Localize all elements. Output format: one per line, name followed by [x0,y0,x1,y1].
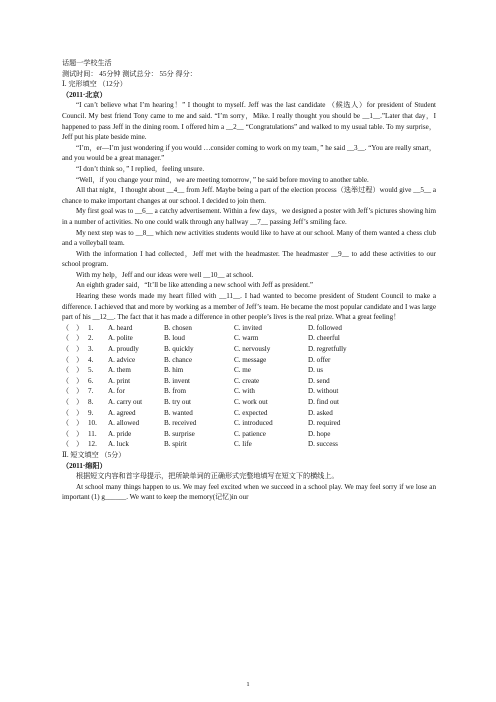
answer-paren: （ ） [62,419,84,428]
option-d: D. cheerful [308,334,340,343]
passage-paragraph: “I can’t believe what I’m hearing！” I thought to myself. Jeff was the last candidate （候选人）for president of Student Council. My best friend Tony came to me and said. “I’m sorry，Mike. I really thought you should be __1__.”Later that day，I happened to pass Jeff in the dining room. I offered him a __2__ “Congratulations” and walked to my usual table. To my surprise，Jeff put his plate beside mine. [62,101,436,142]
option-row [62,355,436,366]
answer-paren: （ ） [62,398,84,406]
passage-paragraph: “I don’t think so，” I replied，feeling unsure. [76,164,205,173]
document-title: 话题一学校生活 [62,59,112,67]
passage-paragraph: My first goal was to __6__ a catchy advertisement. Within a few days，we designed a poster with Jeff’s pictures showing him in a number of activities. No one could walk through any hallway __7__ passing Jeff’s smiling face. [62,207,436,226]
section1-title: Ⅰ. 完形填空 （12分） [62,80,127,89]
option-c: C. with [234,387,255,396]
cloze-options [62,323,436,450]
section2-paragraph: At school many things happen to us. We may feel excited when we succeed in a school play. We may feel sorry if we lose an important (1) g______. We want to keep the memory(记忆)in our [62,482,436,502]
section2-source: （2011·绵阳） [62,461,107,470]
question-no: 1. [88,323,94,332]
option-d: D. find out [308,398,339,406]
option-b: B. chance [164,355,192,364]
section2-instruction: 根据短文内容和首字母提示，把所缺单词的正确形式完整地填写在短文下的横线上。 [76,472,339,481]
question-no: 10. [88,419,97,428]
option-a: A. proudly [108,345,139,354]
option-d: D. regretfully [308,345,347,354]
answer-paren: （ ） [62,440,84,449]
passage-paragraph: Hearing these words made my heart filled with __11__. I had wanted to become president of Student Council to make a difference. I achieved that and more by working as a member of Jeff’s team. He became the most popular candidate and I was large part of his __12__. The fact that it has made a difference in other people’s lives is the real prize. What a great feeling！ [62,292,436,322]
option-a: A. luck [108,440,129,449]
option-d: D. asked [308,408,333,417]
option-row [62,439,436,450]
option-a: A. carry out [108,398,143,406]
option-d: D. hope [308,429,331,438]
option-d: D. followed [308,323,342,332]
answer-paren: （ ） [62,408,84,417]
answer-paren: （ ） [62,366,84,375]
test-meta: 测试时间： 45分钟 测试总分： 55分 得分： [62,69,197,78]
question-no: 9. [88,408,94,417]
option-a: A. pride [108,429,132,438]
option-c: C. invited [234,323,262,332]
passage-paragraph: With the information I had collected，Jeff met with the headmaster. The headmaster __9__ to add these activities to our school program. [62,249,436,269]
option-c: C. nervously [234,345,271,354]
passage-paragraph: “I’m，er—I’m just wondering if you would …consider coming to work on my team，” he said __3__. “You are really smart，and you would be a great manager.” [62,143,436,163]
document-page [62,58,436,503]
option-d: D. without [308,387,339,396]
option-b: B. wanted [164,408,193,417]
option-a: A. polite [108,334,133,343]
answer-paren: （ ） [62,323,84,332]
section1-source: （2011·北京） [62,90,107,99]
option-b: B. loud [164,334,185,343]
question-no: 8. [88,398,94,406]
question-no: 4. [88,355,94,364]
option-b: B. spirit [164,440,187,449]
option-row [62,386,436,397]
cloze-passage [62,100,436,322]
option-row [62,365,436,376]
option-c: C. create [234,376,260,385]
option-row [62,333,436,344]
passage-paragraph: All that night，I thought about __4__ from Jeff. Maybe being a part of the election process（选举过程）would give __5__ a chance to make important changes at our school. I decided to join them. [62,186,436,205]
option-c: C. message [234,355,267,364]
question-no: 7. [88,387,94,396]
section2-title: Ⅱ. 短文填空 （5分） [62,450,126,459]
question-no: 5. [88,366,94,375]
option-b: B. try out [164,398,191,406]
question-no: 3. [88,345,94,354]
option-a: A. agreed [108,408,136,417]
option-a: A. print [108,376,131,385]
answer-paren: （ ） [62,345,84,354]
option-row [62,418,436,429]
option-c: C. life [234,440,252,449]
answer-paren: （ ） [62,387,84,396]
option-c: C. me [234,366,251,375]
option-c: C. expected [234,408,268,417]
option-b: B. from [164,387,187,396]
option-a: A. them [108,366,131,375]
option-a: A. heard [108,323,133,332]
option-row [62,376,436,387]
option-a: A. allowed [108,419,140,428]
answer-paren: （ ） [62,355,84,364]
option-b: B. chosen [164,323,192,332]
answer-paren: （ ） [62,376,84,385]
option-row [62,344,436,355]
option-c: C. warm [234,334,259,343]
option-b: B. surprise [164,429,195,438]
option-c: C. work out [234,398,268,406]
option-d: D. success [308,440,338,449]
question-no: 2. [88,334,94,343]
question-no: 11. [88,429,97,438]
option-d: D. us [308,366,323,375]
option-c: C. patience [234,429,266,438]
question-no: 12. [88,440,97,449]
passage-paragraph: My next step was to __8__ which new activities students would like to have at our school. Many of them wanted a chess club and a volleyball team. [62,228,436,248]
page-number: 1 [246,681,250,688]
option-row [62,429,436,440]
option-row [62,397,436,408]
option-d: D. required [308,419,341,428]
passage-paragraph: “Well，if you change your mind，we are meeting tomorrow，” he said before moving to another table. [76,175,369,184]
option-a: A. for [108,387,125,396]
option-b: B. him [164,366,184,375]
option-row [62,408,436,419]
passage-paragraph: An eighth grader said，“It’ll be like attending a new school with Jeff as president.” [76,281,314,290]
option-row [62,323,436,334]
passage-paragraph: With my help，Jeff and our ideas were well __10__ at school. [76,270,254,279]
option-b: B. invent [164,376,191,385]
option-d: D. offer [308,355,331,364]
question-no: 6. [88,376,94,385]
option-b: B. quickly [164,345,194,354]
answer-paren: （ ） [62,334,84,343]
option-b: B. received [164,419,197,428]
option-d: D. send [308,376,330,385]
answer-paren: （ ） [62,429,84,438]
option-c: C. introduced [234,419,273,428]
option-a: A. advice [108,355,136,364]
